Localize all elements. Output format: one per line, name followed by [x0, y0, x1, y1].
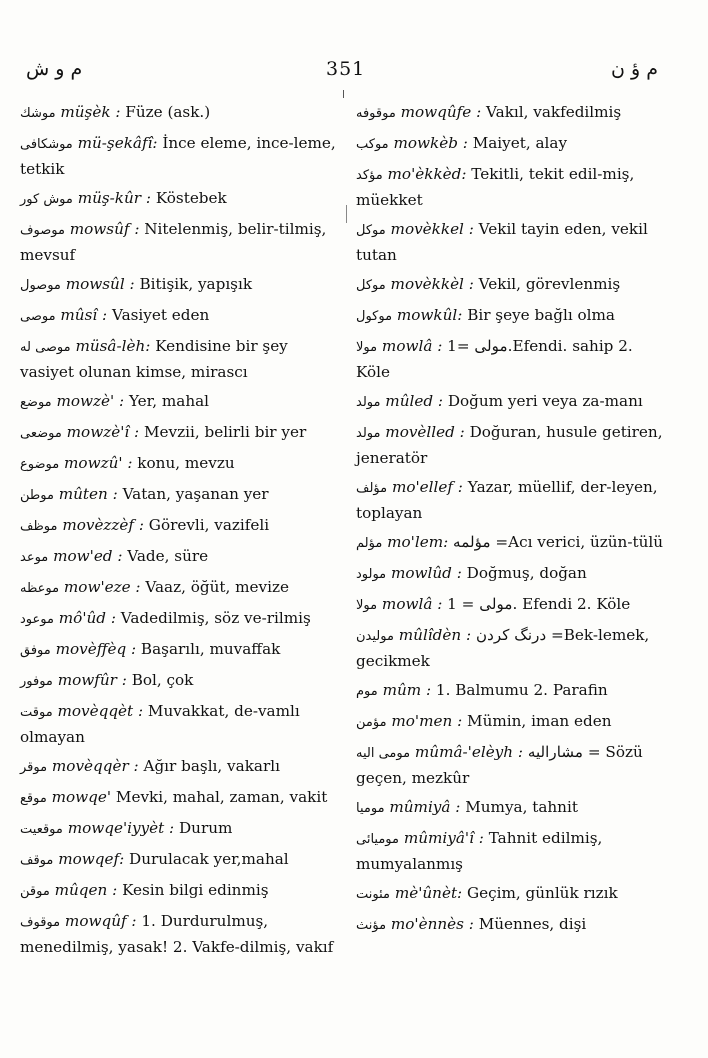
dictionary-entry — [20, 754, 342, 780]
entry-persian: موقر — [20, 760, 48, 775]
entry-definition: Bir şeye bağlı olma — [462, 306, 615, 324]
entry-persian: مولد — [356, 395, 381, 410]
entry-persian: مؤلم — [356, 536, 383, 551]
entry-persian: موضوع — [20, 457, 60, 472]
entry-transliteration: mûled : — [385, 392, 443, 410]
entry-transliteration: mowzè'î : — [66, 423, 140, 441]
entry-transliteration: movèqqèr : — [51, 757, 139, 775]
entry-transliteration: mûm : — [382, 681, 432, 699]
entry-transliteration: mowqe'iyyèt : — [67, 819, 175, 837]
entry-persian: مولد — [356, 426, 381, 441]
entry-persian: موكل — [356, 223, 386, 238]
entry-definition: Durum — [174, 819, 233, 837]
dictionary-entry — [20, 186, 342, 212]
entry-persian: موضع — [20, 395, 52, 410]
right-column — [356, 100, 666, 943]
entry-definition: Bitişik, yapışık — [134, 275, 253, 293]
dictionary-entry — [356, 881, 666, 907]
entry-persian: موقت — [20, 705, 53, 720]
entry-persian: موكب — [356, 137, 389, 152]
entry-definition: Vekil, görevlenmiş — [473, 275, 621, 293]
entry-definition: Doğuran, husule getiren, jeneratör — [356, 423, 663, 467]
entry-persian: موعظه — [20, 581, 60, 596]
dictionary-entry — [356, 162, 666, 212]
dictionary-entry — [20, 420, 342, 446]
entry-persian: موكول — [356, 309, 393, 324]
entry-definition: Füze (ask.) — [120, 103, 211, 121]
entry-definition: Kendisine bir şey vasiyet olunan kimse, mirascı — [20, 337, 288, 381]
header-right-letters: م ؤ ن — [611, 58, 658, 80]
entry-transliteration: movèzzèf : — [62, 516, 144, 534]
entry-definition: Başarılı, muvaffak — [136, 640, 281, 658]
dictionary-entry — [356, 592, 666, 618]
entry-persian: موصوف — [20, 223, 65, 238]
dictionary-entry — [356, 678, 666, 704]
entry-transliteration: müşèk : — [60, 103, 121, 121]
dictionary-entry — [20, 606, 342, 632]
entry-persian: موقوفه — [356, 106, 396, 121]
entry-persian: موميائى — [356, 832, 399, 847]
entry-persian: موم — [356, 684, 378, 699]
entry-persian: مولا — [356, 598, 378, 613]
dictionary-entry — [20, 544, 342, 570]
entry-definition: Mumya, tahnit — [460, 798, 578, 816]
entry-persian: مؤلف — [356, 481, 388, 496]
entry-transliteration: mowzè' : — [56, 392, 125, 410]
dictionary-entry — [20, 847, 342, 873]
dictionary-entry — [20, 637, 342, 663]
dictionary-entry — [356, 272, 666, 298]
entry-definition: İnce eleme, ince-leme, tetkik — [20, 134, 336, 178]
entry-definition: مولى = 1. Efendi 2. Köle — [442, 595, 631, 613]
entry-persian: موعود — [20, 612, 54, 627]
entry-definition: 1. Durdurulmuş, menedilmiş, yasak! 2. Vakfe-dilmiş, vakıf — [20, 912, 334, 956]
entry-definition: Mevzii, belirli bir yer — [139, 423, 307, 441]
entry-transliteration: mowfûr : — [57, 671, 127, 689]
entry-definition: Vatan, yaşanan yer — [117, 485, 269, 503]
entry-definition: Nitelenmiş, belir-tilmiş, mevsuf — [20, 220, 327, 264]
entry-definition: درنگ كردن =Bek-lemek, gecikmek — [356, 626, 650, 670]
entry-persian: موصول — [20, 278, 61, 293]
dictionary-entry — [356, 303, 666, 329]
entry-transliteration: mo'ellef : — [391, 478, 463, 496]
entry-definition: Doğum yeri veya za-manı — [443, 392, 643, 410]
entry-persian: موشكافى — [20, 137, 73, 152]
entry-definition: Müennes, dişi — [473, 915, 587, 933]
entry-transliteration: mowqef: — [58, 850, 125, 868]
page-header — [0, 58, 708, 88]
entry-transliteration: mowlûd : — [390, 564, 462, 582]
dictionary-entry — [356, 475, 666, 525]
entry-persian: موقن — [20, 884, 50, 899]
entry-persian: موقع — [20, 791, 47, 806]
entry-definition: Yazar, müellif, der-leyen, toplayan — [356, 478, 658, 522]
entry-transliteration: mowlâ : — [381, 337, 443, 355]
entry-definition: Tekitli, tekit edil-miş, müekket — [356, 165, 635, 209]
entry-transliteration: mo'men : — [391, 712, 463, 730]
entry-definition: Vadedilmiş, söz ve-rilmiş — [115, 609, 311, 627]
entry-persian: موليدن — [356, 629, 394, 644]
header-tick — [343, 90, 344, 98]
entry-transliteration: mowkèb : — [393, 134, 468, 152]
entry-persian: موقعيت — [20, 822, 63, 837]
entry-transliteration: müş-kûr : — [77, 189, 152, 207]
entry-transliteration: mûten : — [58, 485, 118, 503]
dictionary-entry — [20, 575, 342, 601]
entry-definition: Ağır başlı, vakarlı — [138, 757, 280, 775]
entry-transliteration: mowqûfe : — [400, 103, 482, 121]
entry-persian: موعد — [20, 550, 49, 565]
entry-persian: مئونت — [356, 887, 390, 902]
dictionary-entry — [20, 100, 342, 126]
entry-definition: Durulacak yer,mahal — [124, 850, 289, 868]
entry-definition: مشاراليه = Sözü geçen, mezkûr — [356, 743, 643, 787]
dictionary-entry — [20, 513, 342, 539]
dictionary-entry — [356, 131, 666, 157]
left-column — [20, 100, 342, 964]
dictionary-entry — [356, 826, 666, 876]
page-number: 351 — [326, 58, 366, 80]
entry-persian: مؤكد — [356, 168, 383, 183]
dictionary-entry — [20, 785, 342, 811]
entry-transliteration: mûqen : — [54, 881, 118, 899]
entry-definition: Vekil tayin eden, vekil tutan — [356, 220, 648, 264]
entry-persian: موظف — [20, 519, 58, 534]
entry-persian: مولا — [356, 340, 378, 355]
entry-transliteration: müsâ-lèh: — [75, 337, 151, 355]
entry-definition: Geçim, günlük rızık — [462, 884, 618, 902]
entry-transliteration: movèkkel : — [390, 220, 474, 238]
entry-persian: موطن — [20, 488, 54, 503]
entry-definition: Mümin, iman eden — [462, 712, 612, 730]
dictionary-entry — [20, 334, 342, 384]
entry-persian: موقوف — [20, 915, 61, 930]
entry-transliteration: mü-şekâfî: — [77, 134, 158, 152]
entry-persian: موقف — [20, 853, 54, 868]
entry-persian: موصى له — [20, 340, 71, 355]
entry-persian: موفور — [20, 674, 53, 689]
dictionary-entry — [20, 303, 342, 329]
dictionary-entry — [20, 482, 342, 508]
dictionary-entry — [356, 709, 666, 735]
dictionary-entry — [356, 334, 666, 384]
dictionary-entry — [20, 217, 342, 267]
entry-transliteration: movèkkèl : — [390, 275, 474, 293]
entry-transliteration: mûsî : — [60, 306, 108, 324]
dictionary-entry — [356, 389, 666, 415]
entry-definition: Mevki, mahal, zaman, vakit — [111, 788, 328, 806]
header-left-letters: م و ش — [26, 58, 83, 80]
entry-definition: 1. Balmumu 2. Parafin — [431, 681, 608, 699]
entry-persian: موكل — [356, 278, 386, 293]
entry-definition: Tahnit edilmiş, mumyalanmış — [356, 829, 603, 873]
dictionary-entry — [356, 912, 666, 938]
dictionary-entry — [20, 878, 342, 904]
entry-transliteration: mow'eze : — [63, 578, 141, 596]
dictionary-entry — [356, 623, 666, 673]
dictionary-entry — [356, 100, 666, 126]
dictionary-entry — [356, 217, 666, 267]
entry-transliteration: mûmiyâ : — [389, 798, 461, 816]
entry-persian: مؤمن — [356, 715, 387, 730]
dictionary-entry — [20, 451, 342, 477]
entry-transliteration: mowzû' : — [64, 454, 133, 472]
entry-persian: مؤنث — [356, 918, 387, 933]
entry-transliteration: mowqûf : — [64, 912, 137, 930]
entry-transliteration: mowsûl : — [65, 275, 135, 293]
entry-definition: konu, mevzu — [132, 454, 235, 472]
entry-definition: Yer, mahal — [124, 392, 210, 410]
entry-persian: موشك — [20, 106, 56, 121]
entry-transliteration: mûlîdèn : — [398, 626, 472, 644]
entry-definition: مولى =1.Efendi. sahip 2. Köle — [356, 337, 633, 381]
entry-transliteration: mô'ûd : — [58, 609, 116, 627]
entry-transliteration: mo'lem: — [387, 533, 449, 551]
dictionary-entry — [356, 740, 666, 790]
dictionary-entry — [20, 389, 342, 415]
entry-transliteration: movèffèq : — [55, 640, 137, 658]
entry-transliteration: mo'ènnès : — [390, 915, 474, 933]
entry-persian: موميا — [356, 801, 385, 816]
dictionary-entry — [20, 131, 342, 181]
entry-persian: موش كور — [20, 192, 73, 207]
column-divider — [346, 205, 347, 223]
entry-definition: Görevli, vazifeli — [143, 516, 270, 534]
dictionary-entry — [356, 561, 666, 587]
dictionary-entry — [356, 530, 666, 556]
dictionary-entry — [20, 272, 342, 298]
entry-transliteration: mo'èkkèd: — [387, 165, 467, 183]
entry-definition: مؤلمه =Acı verici, üzün-tülü — [448, 533, 663, 551]
entry-definition: Bol, çok — [126, 671, 194, 689]
entry-transliteration: mow'ed : — [53, 547, 123, 565]
entry-definition: Doğmuş, doğan — [461, 564, 587, 582]
entry-transliteration: movèlled : — [385, 423, 465, 441]
dictionary-entry — [20, 668, 342, 694]
entry-persian: موضعى — [20, 426, 62, 441]
entry-transliteration: movèqqèt : — [57, 702, 144, 720]
dictionary-entry — [356, 420, 666, 470]
entry-transliteration: mûmâ-'elèyh : — [414, 743, 523, 761]
dictionary-entry — [20, 816, 342, 842]
dictionary-entry — [356, 795, 666, 821]
entry-definition: Maiyet, alay — [467, 134, 568, 152]
dictionary-entry — [20, 699, 342, 749]
entry-definition: Vade, süre — [122, 547, 209, 565]
entry-definition: Vasiyet eden — [107, 306, 210, 324]
entry-definition: Vaaz, öğüt, mevize — [140, 578, 289, 596]
entry-persian: مومى اليه — [356, 746, 411, 761]
entry-definition: Köstebek — [151, 189, 227, 207]
dictionary-entry — [20, 909, 342, 959]
entry-transliteration: mè'ûnèt: — [394, 884, 463, 902]
entry-transliteration: mowqe' — [51, 788, 112, 806]
entry-persian: مولود — [356, 567, 387, 582]
entry-transliteration: mowsûf : — [69, 220, 140, 238]
entry-definition: Kesin bilgi edinmiş — [117, 881, 269, 899]
entry-definition: Vakıl, vakfedilmiş — [481, 103, 622, 121]
entry-persian: موصى — [20, 309, 56, 324]
entry-transliteration: mowkûl: — [396, 306, 463, 324]
entry-persian: موفق — [20, 643, 51, 658]
entry-transliteration: mowlâ : — [381, 595, 443, 613]
entry-transliteration: mûmiyâ'î : — [403, 829, 484, 847]
entry-definition: Muvakkat, de-vamlı olmayan — [20, 702, 300, 746]
